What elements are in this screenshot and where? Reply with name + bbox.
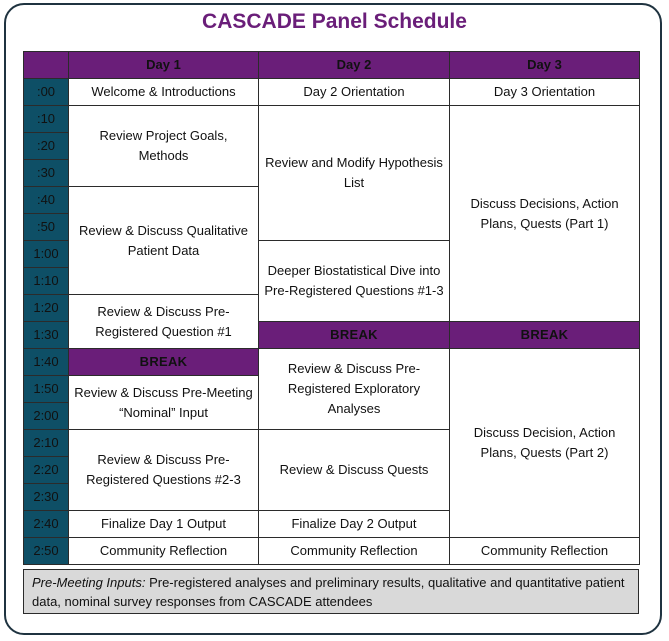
time-label: 2:00 <box>24 403 69 430</box>
day1-goals: Review Project Goals, Methods <box>69 106 259 187</box>
day2-break: BREAK <box>259 322 450 349</box>
time-label: :50 <box>24 214 69 241</box>
time-label: 2:20 <box>24 457 69 484</box>
schedule-table <box>23 51 640 565</box>
time-label: 2:50 <box>24 538 69 565</box>
time-label: 2:40 <box>24 511 69 538</box>
day2-exploratory: Review & Discuss Pre-Registered Exploratory Analyses <box>259 349 450 430</box>
day3-break: BREAK <box>450 322 640 349</box>
time-label: :40 <box>24 187 69 214</box>
time-label: 1:30 <box>24 322 69 349</box>
day-2-header: Day 2 <box>259 52 450 79</box>
time-label: :20 <box>24 133 69 160</box>
day2-orientation: Day 2 Orientation <box>259 79 450 106</box>
day1-finalize: Finalize Day 1 Output <box>69 511 259 538</box>
time-label: 1:10 <box>24 268 69 295</box>
day2-finalize: Finalize Day 2 Output <box>259 511 450 538</box>
day1-questions23: Review & Discuss Pre-Registered Questions #2-3 <box>69 430 259 511</box>
day1-qualitative: Review & Discuss Qualitative Patient Data <box>69 187 259 295</box>
day2-biostat: Deeper Biostatistical Dive into Pre-Registered Questions #1-3 <box>259 241 450 322</box>
day2-hypothesis: Review and Modify Hypothesis List <box>259 106 450 241</box>
time-label: :10 <box>24 106 69 133</box>
day1-welcome: Welcome & Introductions <box>69 79 259 106</box>
day1-nominal: Review & Discuss Pre-Meeting “Nominal” Input <box>69 376 259 430</box>
time-label: 1:50 <box>24 376 69 403</box>
pre-meeting-inputs-note <box>23 569 639 614</box>
day2-quests: Review & Discuss Quests <box>259 430 450 511</box>
header-corner <box>24 52 69 79</box>
day3-reflection: Community Reflection <box>450 538 640 565</box>
time-label: :30 <box>24 160 69 187</box>
day3-orientation: Day 3 Orientation <box>450 79 640 106</box>
day1-question1: Review & Discuss Pre-Registered Question #1 <box>69 295 259 349</box>
day2-reflection: Community Reflection <box>259 538 450 565</box>
footer-text: Pre-registered analyses and preliminary results, qualitative and quantitative patient data, nominal survey responses from CASCADE attendees <box>32 575 625 609</box>
day-3-header: Day 3 <box>450 52 640 79</box>
time-label: 1:40 <box>24 349 69 376</box>
time-label: 2:10 <box>24 430 69 457</box>
day-1-header: Day 1 <box>69 52 259 79</box>
time-label: 1:00 <box>24 241 69 268</box>
day3-part1: Discuss Decisions, Action Plans, Quests (Part 1) <box>450 106 640 322</box>
time-label: 1:20 <box>24 295 69 322</box>
page-title: CASCADE Panel Schedule <box>202 10 467 33</box>
day3-part2: Discuss Decision, Action Plans, Quests (Part 2) <box>450 349 640 538</box>
day1-break: BREAK <box>69 349 259 376</box>
footer-label: Pre-Meeting Inputs: <box>32 575 146 590</box>
day1-reflection: Community Reflection <box>69 538 259 565</box>
time-label: 2:30 <box>24 484 69 511</box>
time-label: :00 <box>24 79 69 106</box>
